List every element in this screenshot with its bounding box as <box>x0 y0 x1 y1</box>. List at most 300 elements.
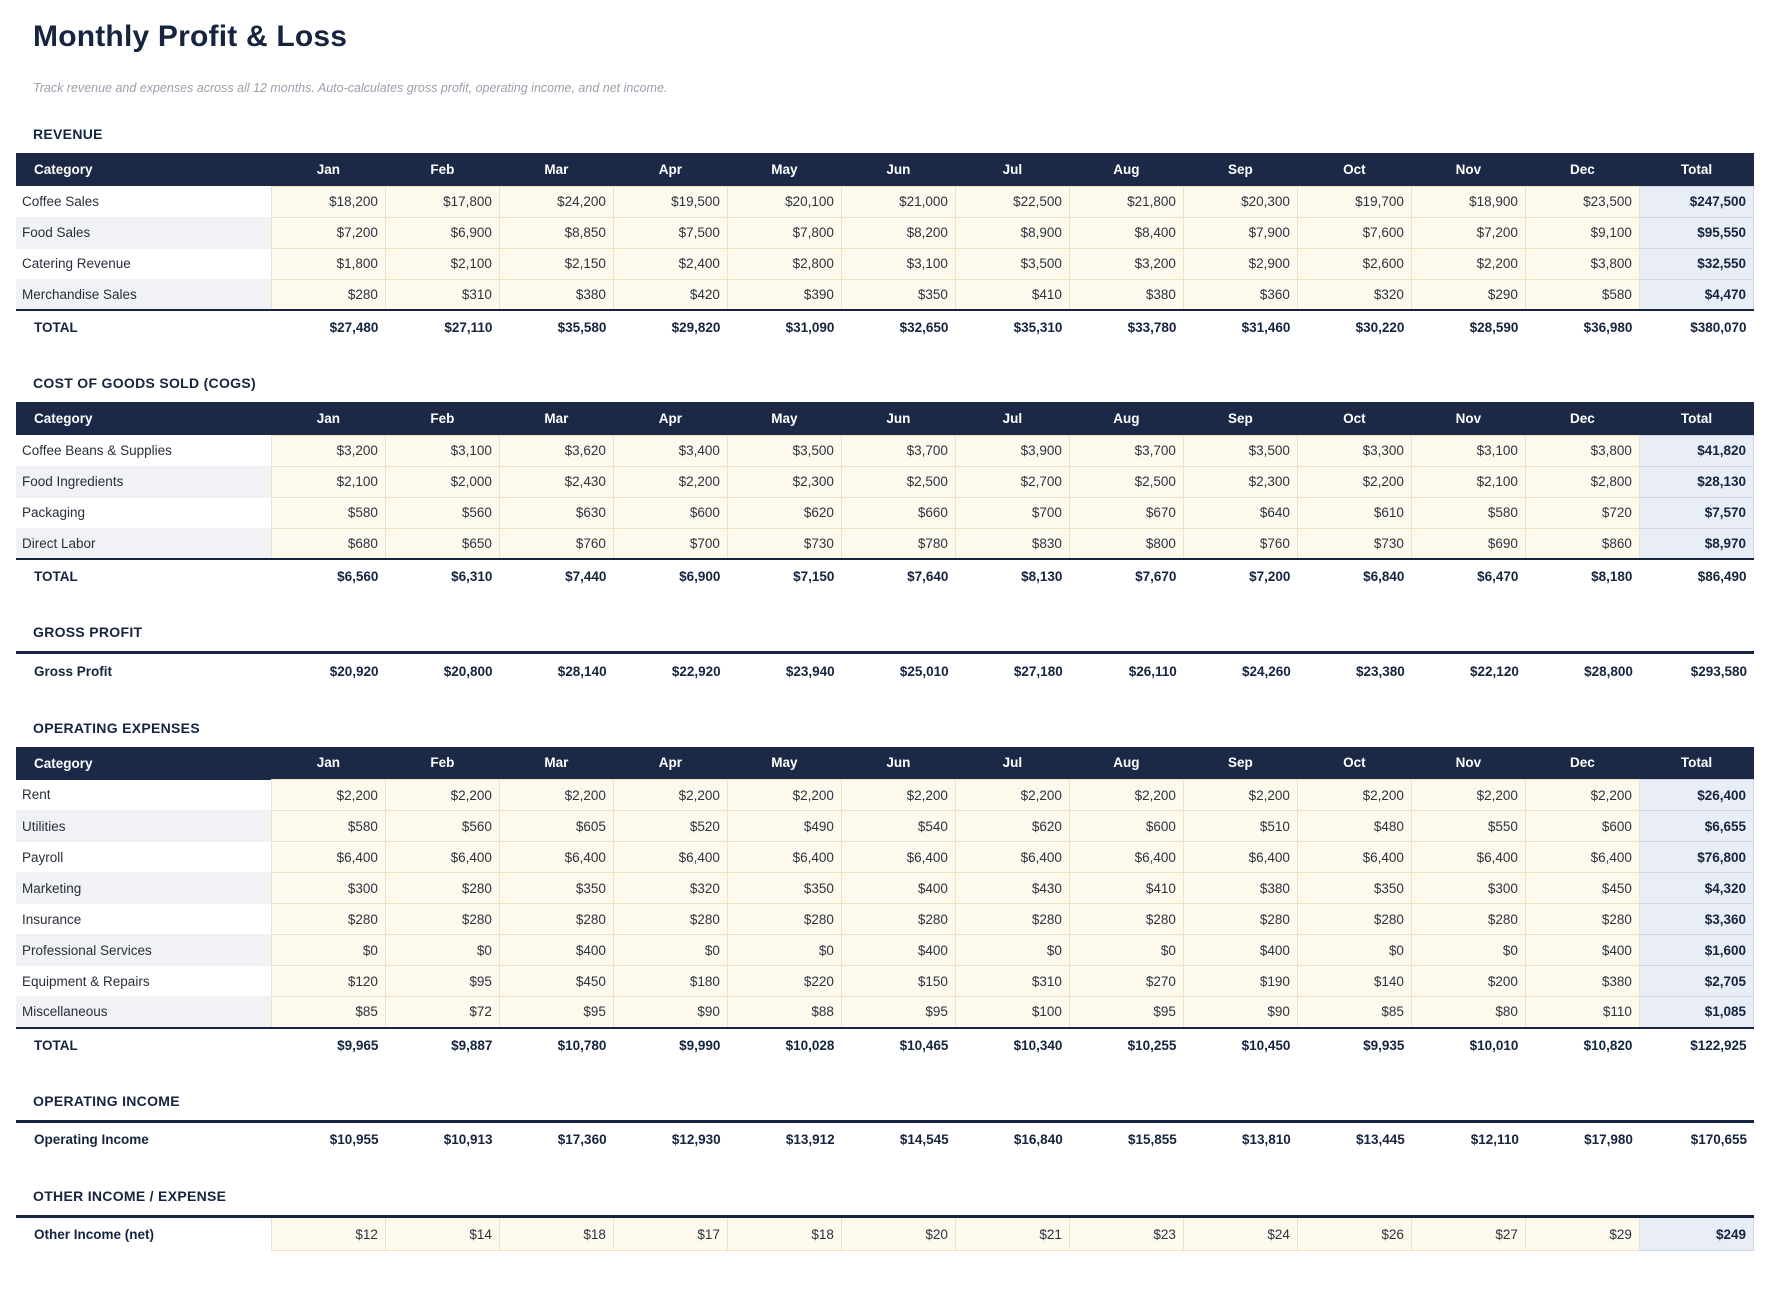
month-value-cell[interactable]: $400 <box>499 935 613 966</box>
month-value-cell[interactable]: $3,100 <box>841 248 955 279</box>
month-value-cell[interactable]: $2,400 <box>613 248 727 279</box>
month-value-cell[interactable]: $380 <box>499 279 613 310</box>
month-value-cell[interactable]: $510 <box>1183 811 1297 842</box>
month-value-cell[interactable]: $9,100 <box>1525 217 1639 248</box>
month-value-cell[interactable]: $6,400 <box>727 842 841 873</box>
month-column-header: Sep <box>1183 747 1297 780</box>
month-value-cell[interactable]: $3,800 <box>1525 248 1639 279</box>
table-row <box>16 873 1754 904</box>
month-value-cell[interactable]: $730 <box>727 528 841 559</box>
month-value-cell[interactable]: $620 <box>727 497 841 528</box>
month-value-cell[interactable]: $6,400 <box>1183 842 1297 873</box>
total-month-value: $8,130 <box>955 559 1069 593</box>
month-value-cell[interactable]: $3,100 <box>1411 435 1525 466</box>
month-value-cell[interactable]: $3,500 <box>955 248 1069 279</box>
month-value-cell[interactable]: $120 <box>271 966 385 997</box>
month-value-cell[interactable]: $700 <box>955 497 1069 528</box>
month-value-cell[interactable]: $85 <box>1297 997 1411 1028</box>
month-value-cell[interactable]: $90 <box>613 997 727 1028</box>
total-grand-value: $380,070 <box>1639 310 1753 344</box>
summary-month-value: $12,930 <box>614 1121 728 1157</box>
month-value-cell[interactable]: $18,200 <box>271 186 385 217</box>
month-value-cell[interactable]: $400 <box>1183 935 1297 966</box>
month-value-cell[interactable]: $150 <box>841 966 955 997</box>
month-value-cell[interactable]: $3,200 <box>1069 248 1183 279</box>
month-value-cell[interactable]: $0 <box>1297 935 1411 966</box>
month-value-cell[interactable]: $95 <box>1069 997 1183 1028</box>
summary-month-value[interactable]: $20 <box>841 1217 955 1251</box>
month-value-cell[interactable]: $0 <box>271 935 385 966</box>
section-total-row <box>16 310 1754 344</box>
month-value-cell[interactable]: $3,100 <box>385 435 499 466</box>
month-value-cell[interactable]: $2,200 <box>385 780 499 811</box>
month-column-header: Apr <box>613 153 727 186</box>
month-value-cell[interactable]: $21,800 <box>1069 186 1183 217</box>
month-value-cell[interactable]: $3,800 <box>1525 435 1639 466</box>
month-value-cell[interactable]: $2,200 <box>727 780 841 811</box>
summary-month-value: $23,380 <box>1298 653 1412 689</box>
month-value-cell[interactable]: $2,200 <box>1525 780 1639 811</box>
month-value-cell[interactable]: $2,200 <box>499 780 613 811</box>
month-value-cell[interactable]: $690 <box>1411 528 1525 559</box>
month-value-cell[interactable]: $280 <box>955 904 1069 935</box>
month-value-cell[interactable]: $760 <box>499 528 613 559</box>
column-header-row <box>16 747 1754 780</box>
month-value-cell[interactable]: $2,200 <box>1411 780 1525 811</box>
month-value-cell[interactable]: $360 <box>1183 279 1297 310</box>
month-value-cell[interactable]: $660 <box>841 497 955 528</box>
summary-month-value: $28,800 <box>1526 653 1640 689</box>
month-value-cell[interactable]: $280 <box>613 904 727 935</box>
month-column-header: Mar <box>499 747 613 780</box>
category-cell: Coffee Sales <box>16 186 271 217</box>
month-value-cell[interactable]: $6,400 <box>499 842 613 873</box>
month-value-cell[interactable]: $420 <box>613 279 727 310</box>
total-month-value: $29,820 <box>613 310 727 344</box>
month-value-cell[interactable]: $85 <box>271 997 385 1028</box>
month-value-cell[interactable]: $400 <box>841 873 955 904</box>
month-value-cell[interactable]: $350 <box>499 873 613 904</box>
month-value-cell[interactable]: $95 <box>385 966 499 997</box>
month-value-cell[interactable]: $6,400 <box>955 842 1069 873</box>
total-month-value: $10,820 <box>1525 1028 1639 1062</box>
month-value-cell[interactable]: $720 <box>1525 497 1639 528</box>
month-value-cell[interactable]: $480 <box>1297 811 1411 842</box>
month-value-cell[interactable]: $7,200 <box>271 217 385 248</box>
month-value-cell[interactable]: $540 <box>841 811 955 842</box>
month-value-cell[interactable]: $0 <box>385 935 499 966</box>
month-value-cell[interactable]: $380 <box>1525 966 1639 997</box>
month-value-cell[interactable]: $600 <box>1069 811 1183 842</box>
column-header-row <box>16 153 1754 186</box>
month-value-cell[interactable]: $2,200 <box>1183 780 1297 811</box>
month-column-header: Sep <box>1183 153 1297 186</box>
month-value-cell[interactable]: $280 <box>1525 904 1639 935</box>
total-month-value: $27,480 <box>271 310 385 344</box>
summary-month-value[interactable]: $27 <box>1411 1217 1525 1251</box>
month-value-cell[interactable]: $2,150 <box>499 248 613 279</box>
total-month-value: $6,470 <box>1411 559 1525 593</box>
month-value-cell[interactable]: $8,850 <box>499 217 613 248</box>
summary-month-value[interactable]: $23 <box>1069 1217 1183 1251</box>
month-column-header: Apr <box>613 747 727 780</box>
month-value-cell[interactable]: $6,400 <box>1069 842 1183 873</box>
month-value-cell[interactable]: $380 <box>1183 873 1297 904</box>
month-value-cell[interactable]: $7,200 <box>1411 217 1525 248</box>
month-value-cell[interactable]: $450 <box>499 966 613 997</box>
month-value-cell[interactable]: $2,100 <box>385 248 499 279</box>
category-cell: Food Ingredients <box>16 466 271 497</box>
month-value-cell[interactable]: $6,900 <box>385 217 499 248</box>
month-value-cell[interactable]: $2,200 <box>1297 780 1411 811</box>
month-column-header: Jun <box>841 402 955 435</box>
month-value-cell[interactable]: $6,400 <box>1411 842 1525 873</box>
total-month-value: $35,310 <box>955 310 1069 344</box>
total-month-value: $35,580 <box>499 310 613 344</box>
page-subtitle: Track revenue and expenses across all 12 months. Auto-calculates gross profit, operating income, and net income. <box>33 81 668 95</box>
month-value-cell[interactable]: $280 <box>1069 904 1183 935</box>
month-value-cell[interactable]: $0 <box>1411 935 1525 966</box>
table-row <box>16 248 1754 279</box>
month-value-cell[interactable]: $6,400 <box>613 842 727 873</box>
month-value-cell[interactable]: $2,200 <box>271 780 385 811</box>
month-value-cell[interactable]: $22,500 <box>955 186 1069 217</box>
month-column-header: Oct <box>1297 153 1411 186</box>
month-value-cell[interactable]: $2,500 <box>841 466 955 497</box>
total-month-value: $6,560 <box>271 559 385 593</box>
row-total-cell: $76,800 <box>1639 842 1753 873</box>
month-value-cell[interactable]: $3,400 <box>613 435 727 466</box>
month-value-cell[interactable]: $560 <box>385 497 499 528</box>
month-value-cell[interactable]: $17,800 <box>385 186 499 217</box>
total-month-value: $9,887 <box>385 1028 499 1062</box>
total-month-value: $31,460 <box>1183 310 1297 344</box>
row-total-cell: $41,820 <box>1639 435 1753 466</box>
month-value-cell[interactable]: $8,900 <box>955 217 1069 248</box>
row-total-cell: $8,970 <box>1639 528 1753 559</box>
total-column-header: Total <box>1639 747 1753 780</box>
month-column-header: Aug <box>1069 153 1183 186</box>
total-month-value: $7,440 <box>499 559 613 593</box>
month-value-cell[interactable]: $605 <box>499 811 613 842</box>
month-value-cell[interactable]: $7,800 <box>727 217 841 248</box>
month-value-cell[interactable]: $2,200 <box>1297 466 1411 497</box>
summary-month-value[interactable]: $21 <box>955 1217 1069 1251</box>
month-column-header: Jan <box>271 747 385 780</box>
month-value-cell[interactable]: $7,500 <box>613 217 727 248</box>
month-value-cell[interactable]: $600 <box>613 497 727 528</box>
month-value-cell[interactable]: $640 <box>1183 497 1297 528</box>
month-value-cell[interactable]: $280 <box>1183 904 1297 935</box>
month-value-cell[interactable]: $200 <box>1411 966 1525 997</box>
month-value-cell[interactable]: $20,300 <box>1183 186 1297 217</box>
summary-month-value: $27,180 <box>956 653 1070 689</box>
month-value-cell[interactable]: $280 <box>271 904 385 935</box>
total-month-value: $10,028 <box>727 1028 841 1062</box>
month-column-header: Nov <box>1411 153 1525 186</box>
row-total-cell: $4,320 <box>1639 873 1753 904</box>
month-value-cell[interactable]: $830 <box>955 528 1069 559</box>
month-value-cell[interactable]: $630 <box>499 497 613 528</box>
month-value-cell[interactable]: $2,200 <box>955 780 1069 811</box>
total-month-value: $33,780 <box>1069 310 1183 344</box>
category-cell: Equipment & Repairs <box>16 966 271 997</box>
summary-month-value: $22,120 <box>1412 653 1526 689</box>
summary-month-value[interactable]: $17 <box>613 1217 727 1251</box>
month-value-cell[interactable]: $23,500 <box>1525 186 1639 217</box>
summary-month-value[interactable]: $18 <box>727 1217 841 1251</box>
month-value-cell[interactable]: $860 <box>1525 528 1639 559</box>
month-value-cell[interactable]: $7,600 <box>1297 217 1411 248</box>
month-value-cell[interactable]: $0 <box>613 935 727 966</box>
column-header-row <box>16 402 1754 435</box>
summary-month-value: $25,010 <box>842 653 956 689</box>
month-value-cell[interactable]: $95 <box>499 997 613 1028</box>
month-value-cell[interactable]: $80 <box>1411 997 1525 1028</box>
month-value-cell[interactable]: $650 <box>385 528 499 559</box>
month-value-cell[interactable]: $1,800 <box>271 248 385 279</box>
month-value-cell[interactable]: $2,600 <box>1297 248 1411 279</box>
month-value-cell[interactable]: $0 <box>727 935 841 966</box>
month-value-cell[interactable]: $560 <box>385 811 499 842</box>
summary-month-value[interactable]: $14 <box>385 1217 499 1251</box>
total-grand-value: $86,490 <box>1639 559 1753 593</box>
summary-month-value: $13,810 <box>1184 1121 1298 1157</box>
month-value-cell[interactable]: $780 <box>841 528 955 559</box>
month-column-header: Apr <box>613 402 727 435</box>
month-value-cell[interactable]: $88 <box>727 997 841 1028</box>
month-value-cell[interactable]: $6,400 <box>385 842 499 873</box>
month-value-cell[interactable]: $280 <box>1297 904 1411 935</box>
month-value-cell[interactable]: $2,200 <box>1411 248 1525 279</box>
month-value-cell[interactable]: $3,500 <box>1183 435 1297 466</box>
summary-month-value: $12,110 <box>1412 1121 1526 1157</box>
month-value-cell[interactable]: $580 <box>1411 497 1525 528</box>
month-value-cell[interactable]: $800 <box>1069 528 1183 559</box>
month-value-cell[interactable]: $280 <box>271 279 385 310</box>
month-value-cell[interactable]: $2,800 <box>727 248 841 279</box>
month-value-cell[interactable]: $270 <box>1069 966 1183 997</box>
month-value-cell[interactable]: $190 <box>1183 966 1297 997</box>
table-gross-profit <box>16 651 1754 689</box>
month-value-cell[interactable]: $2,800 <box>1525 466 1639 497</box>
table-row <box>16 279 1754 310</box>
section-heading-operating-expenses: OPERATING EXPENSES <box>33 719 200 736</box>
month-value-cell[interactable]: $3,200 <box>271 435 385 466</box>
row-total-cell: $7,570 <box>1639 497 1753 528</box>
table-row <box>16 842 1754 873</box>
summary-month-value: $13,445 <box>1298 1121 1412 1157</box>
total-row-label: TOTAL <box>16 559 271 593</box>
month-value-cell[interactable]: $280 <box>499 904 613 935</box>
month-value-cell[interactable]: $300 <box>271 873 385 904</box>
month-value-cell[interactable]: $320 <box>1297 279 1411 310</box>
month-value-cell[interactable]: $3,900 <box>955 435 1069 466</box>
month-value-cell[interactable]: $760 <box>1183 528 1297 559</box>
total-month-value: $9,965 <box>271 1028 385 1062</box>
month-value-cell[interactable]: $350 <box>727 873 841 904</box>
summary-month-value[interactable]: $24 <box>1183 1217 1297 1251</box>
month-value-cell[interactable]: $19,500 <box>613 186 727 217</box>
month-value-cell[interactable]: $100 <box>955 997 1069 1028</box>
table-row <box>16 904 1754 935</box>
month-value-cell[interactable]: $310 <box>385 279 499 310</box>
month-value-cell[interactable]: $20,100 <box>727 186 841 217</box>
month-column-header: Jan <box>271 402 385 435</box>
month-value-cell[interactable]: $2,200 <box>613 466 727 497</box>
month-value-cell[interactable]: $390 <box>727 279 841 310</box>
section-total-row <box>16 1028 1754 1062</box>
month-value-cell[interactable]: $380 <box>1069 279 1183 310</box>
total-month-value: $6,840 <box>1297 559 1411 593</box>
month-value-cell[interactable]: $21,000 <box>841 186 955 217</box>
summary-month-value: $15,855 <box>1070 1121 1184 1157</box>
row-total-cell: $2,705 <box>1639 966 1753 997</box>
month-value-cell[interactable]: $280 <box>385 904 499 935</box>
month-value-cell[interactable]: $680 <box>271 528 385 559</box>
month-value-cell[interactable]: $290 <box>1411 279 1525 310</box>
month-value-cell[interactable]: $24,200 <box>499 186 613 217</box>
month-value-cell[interactable]: $6,400 <box>841 842 955 873</box>
month-value-cell[interactable]: $520 <box>613 811 727 842</box>
summary-row <box>16 1121 1754 1157</box>
month-value-cell[interactable]: $400 <box>1525 935 1639 966</box>
summary-month-value: $17,980 <box>1526 1121 1640 1157</box>
month-value-cell[interactable]: $280 <box>1411 904 1525 935</box>
month-value-cell[interactable]: $2,300 <box>1183 466 1297 497</box>
category-cell: Insurance <box>16 904 271 935</box>
month-value-cell[interactable]: $620 <box>955 811 1069 842</box>
month-value-cell[interactable]: $2,200 <box>613 780 727 811</box>
month-value-cell[interactable]: $2,100 <box>271 466 385 497</box>
month-column-header: May <box>727 402 841 435</box>
month-value-cell[interactable]: $0 <box>1069 935 1183 966</box>
section-heading-operating-income: OPERATING INCOME <box>33 1092 180 1109</box>
total-month-value: $10,780 <box>499 1028 613 1062</box>
month-value-cell[interactable]: $3,700 <box>841 435 955 466</box>
month-value-cell[interactable]: $450 <box>1525 873 1639 904</box>
month-value-cell[interactable]: $280 <box>385 873 499 904</box>
month-value-cell[interactable]: $2,000 <box>385 466 499 497</box>
month-value-cell[interactable]: $18,900 <box>1411 186 1525 217</box>
month-value-cell[interactable]: $320 <box>613 873 727 904</box>
month-value-cell[interactable]: $19,700 <box>1297 186 1411 217</box>
month-value-cell[interactable]: $8,400 <box>1069 217 1183 248</box>
row-total-cell: $1,085 <box>1639 997 1753 1028</box>
month-value-cell[interactable]: $350 <box>841 279 955 310</box>
table-row <box>16 528 1754 559</box>
month-value-cell[interactable]: $400 <box>841 935 955 966</box>
month-value-cell[interactable]: $220 <box>727 966 841 997</box>
table-row <box>16 217 1754 248</box>
month-value-cell[interactable]: $350 <box>1297 873 1411 904</box>
summary-month-value[interactable]: $29 <box>1525 1217 1639 1251</box>
month-value-cell[interactable]: $2,200 <box>841 780 955 811</box>
month-value-cell[interactable]: $550 <box>1411 811 1525 842</box>
month-value-cell[interactable]: $7,900 <box>1183 217 1297 248</box>
month-value-cell[interactable]: $6,400 <box>271 842 385 873</box>
total-month-value: $10,340 <box>955 1028 1069 1062</box>
summary-month-value[interactable]: $26 <box>1297 1217 1411 1251</box>
month-value-cell[interactable]: $410 <box>955 279 1069 310</box>
month-value-cell[interactable]: $600 <box>1525 811 1639 842</box>
summary-row <box>16 1217 1754 1251</box>
month-value-cell[interactable]: $2,430 <box>499 466 613 497</box>
month-value-cell[interactable]: $3,500 <box>727 435 841 466</box>
month-value-cell[interactable]: $490 <box>727 811 841 842</box>
total-month-value: $6,310 <box>385 559 499 593</box>
total-month-value: $30,220 <box>1297 310 1411 344</box>
month-value-cell[interactable]: $2,200 <box>1069 780 1183 811</box>
category-cell: Catering Revenue <box>16 248 271 279</box>
month-value-cell[interactable]: $0 <box>955 935 1069 966</box>
month-value-cell[interactable]: $3,300 <box>1297 435 1411 466</box>
month-value-cell[interactable]: $300 <box>1411 873 1525 904</box>
month-column-header: Jun <box>841 153 955 186</box>
summary-row-label: Other Income (net) <box>16 1217 271 1251</box>
month-value-cell[interactable]: $2,300 <box>727 466 841 497</box>
category-cell: Coffee Beans & Supplies <box>16 435 271 466</box>
summary-month-value[interactable]: $12 <box>271 1217 385 1251</box>
month-value-cell[interactable]: $2,500 <box>1069 466 1183 497</box>
month-column-header: Jun <box>841 747 955 780</box>
month-value-cell[interactable]: $580 <box>271 497 385 528</box>
month-value-cell[interactable]: $180 <box>613 966 727 997</box>
total-row-label: TOTAL <box>16 1028 271 1062</box>
month-value-cell[interactable]: $6,400 <box>1525 842 1639 873</box>
month-value-cell[interactable]: $580 <box>1525 279 1639 310</box>
month-value-cell[interactable]: $730 <box>1297 528 1411 559</box>
summary-total-value: $249 <box>1639 1217 1753 1251</box>
total-month-value: $36,980 <box>1525 310 1639 344</box>
month-value-cell[interactable]: $430 <box>955 873 1069 904</box>
month-value-cell[interactable]: $670 <box>1069 497 1183 528</box>
month-value-cell[interactable]: $410 <box>1069 873 1183 904</box>
month-value-cell[interactable]: $280 <box>841 904 955 935</box>
month-value-cell[interactable]: $3,700 <box>1069 435 1183 466</box>
total-month-value: $28,590 <box>1411 310 1525 344</box>
summary-month-value[interactable]: $18 <box>499 1217 613 1251</box>
month-value-cell[interactable]: $280 <box>727 904 841 935</box>
month-value-cell[interactable]: $72 <box>385 997 499 1028</box>
month-column-header: May <box>727 153 841 186</box>
month-value-cell[interactable]: $8,200 <box>841 217 955 248</box>
month-column-header: Dec <box>1525 402 1639 435</box>
section-heading-other-income-expense: OTHER INCOME / EXPENSE <box>33 1188 227 1204</box>
table-row <box>16 497 1754 528</box>
month-value-cell[interactable]: $6,400 <box>1297 842 1411 873</box>
month-value-cell[interactable]: $3,620 <box>499 435 613 466</box>
month-value-cell[interactable]: $580 <box>271 811 385 842</box>
total-month-value: $6,900 <box>613 559 727 593</box>
summary-row <box>16 653 1754 689</box>
month-value-cell[interactable]: $2,100 <box>1411 466 1525 497</box>
month-value-cell[interactable]: $700 <box>613 528 727 559</box>
month-value-cell[interactable]: $610 <box>1297 497 1411 528</box>
category-cell: Rent <box>16 780 271 811</box>
row-total-cell: $95,550 <box>1639 217 1753 248</box>
month-value-cell[interactable]: $2,900 <box>1183 248 1297 279</box>
summary-month-value: $13,912 <box>728 1121 842 1157</box>
month-value-cell[interactable]: $310 <box>955 966 1069 997</box>
month-value-cell[interactable]: $95 <box>841 997 955 1028</box>
summary-row-label: Operating Income <box>16 1121 272 1157</box>
month-value-cell[interactable]: $2,700 <box>955 466 1069 497</box>
category-column-header: Category <box>16 153 271 186</box>
month-value-cell[interactable]: $90 <box>1183 997 1297 1028</box>
month-value-cell[interactable]: $110 <box>1525 997 1639 1028</box>
month-value-cell[interactable]: $140 <box>1297 966 1411 997</box>
